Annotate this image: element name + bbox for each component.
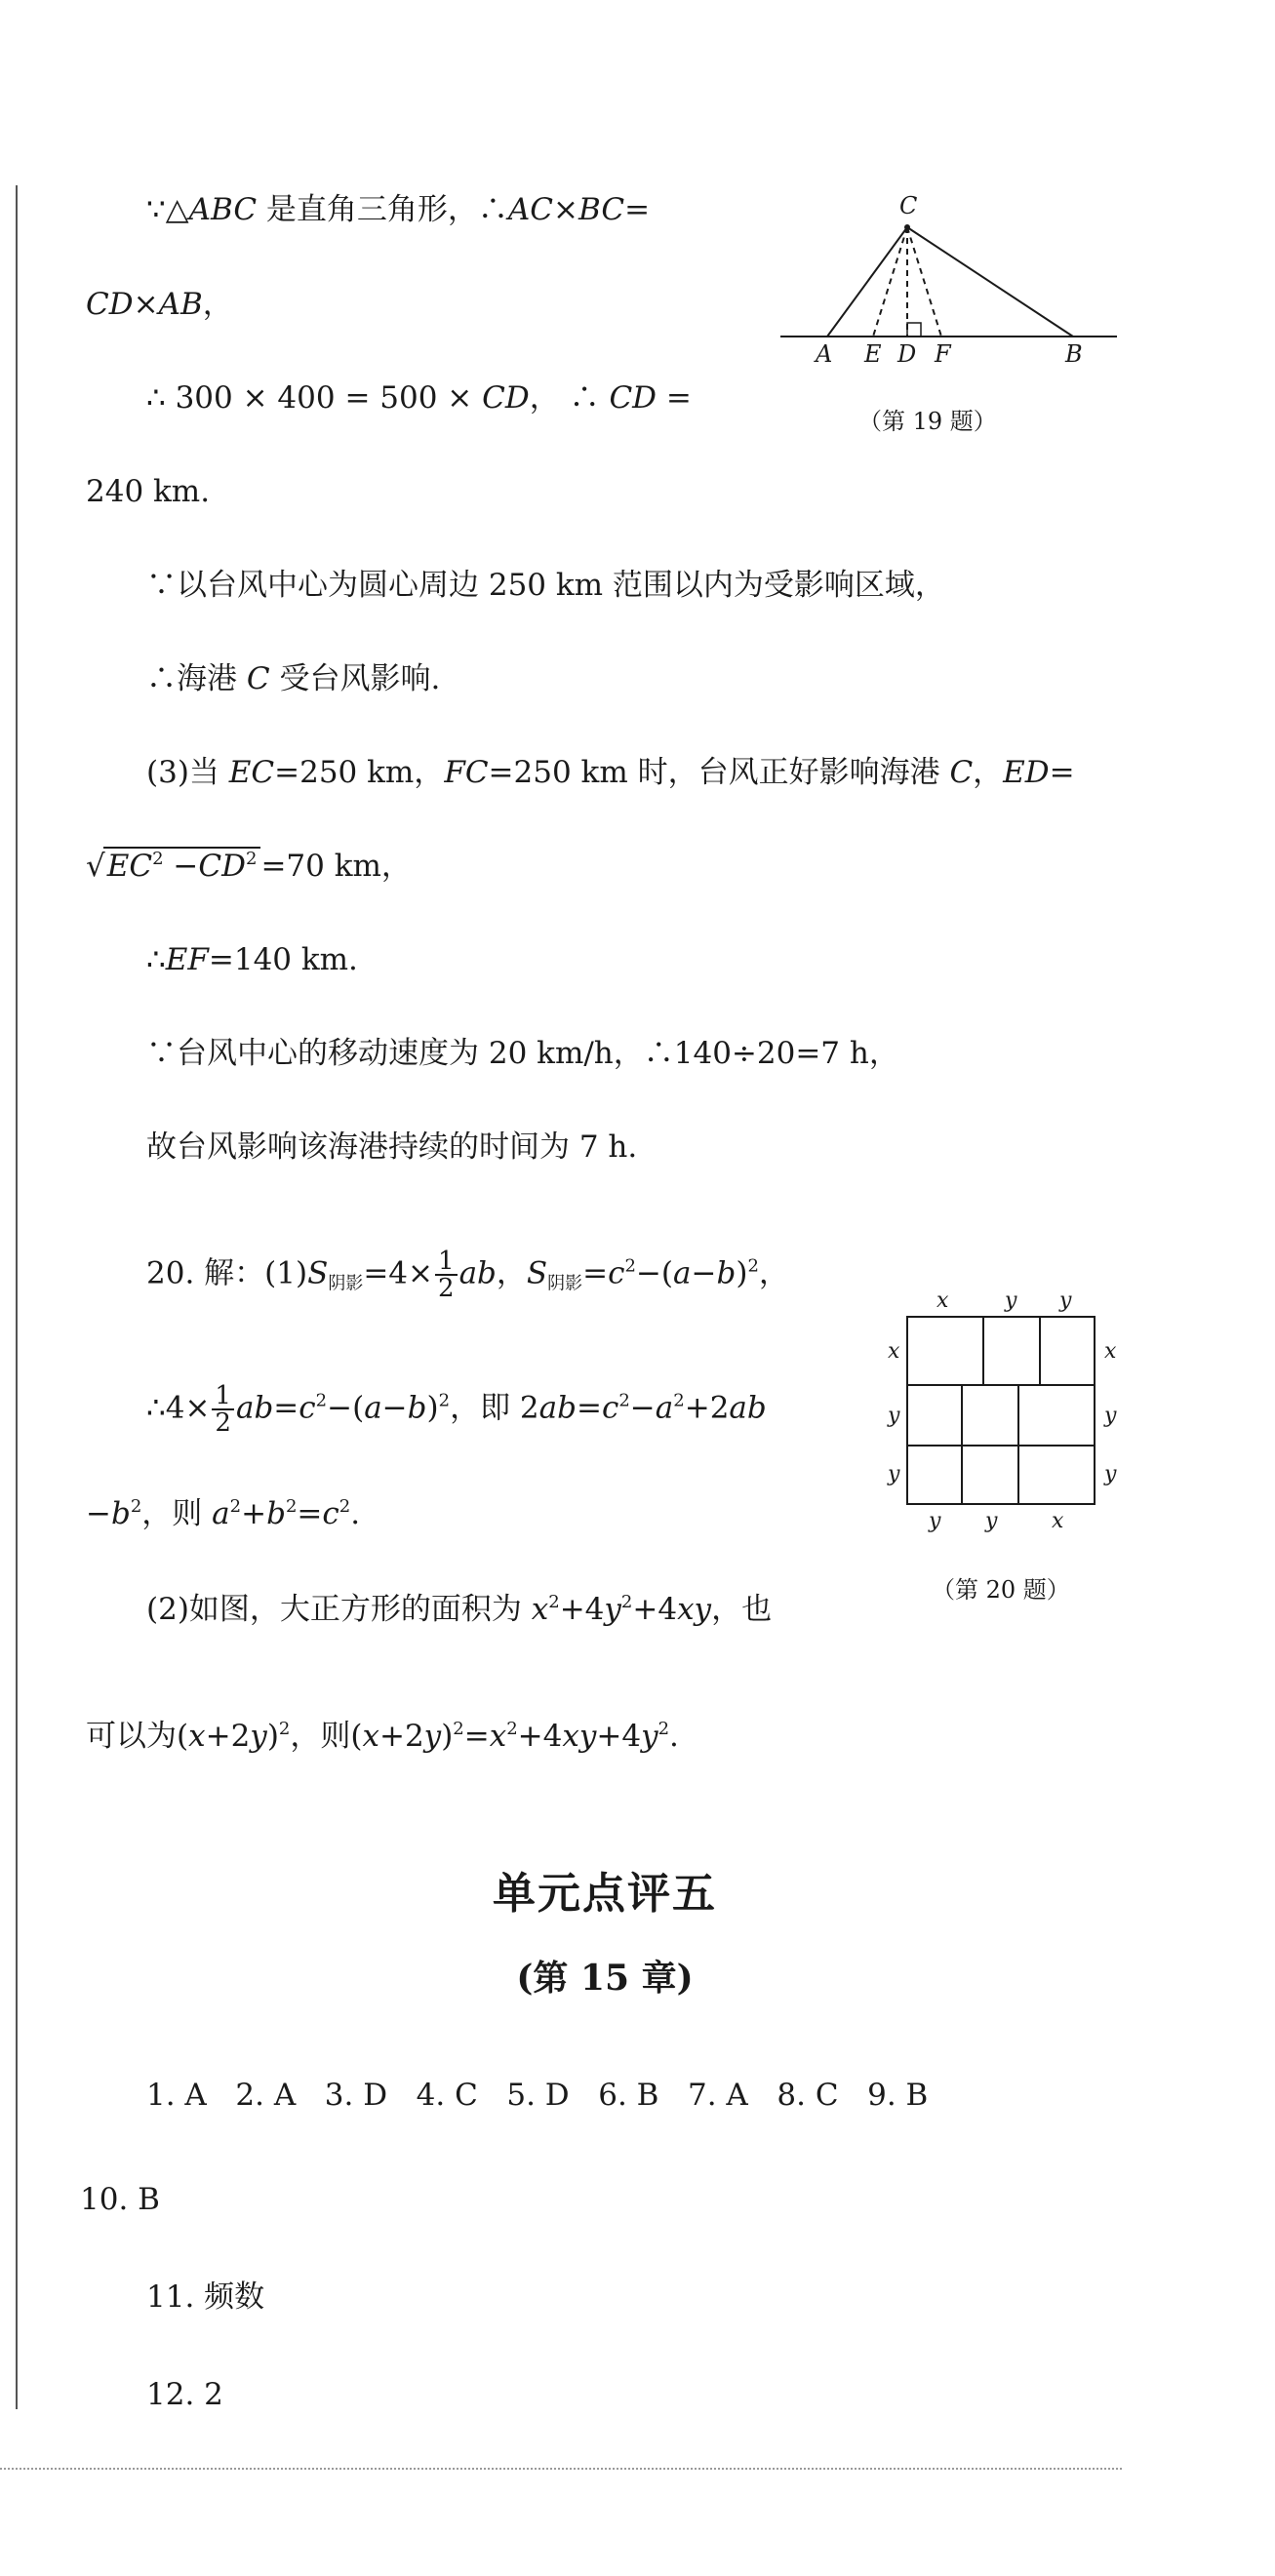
line-16: 可以为$(x+2y)^2$，则$(x+2y)^2=x^2+4xy+4y^2$. (86, 1719, 679, 1754)
fig20-outer-square (907, 1317, 1095, 1504)
answer-9: 9. B (867, 2078, 929, 2113)
figure-19-triangle (780, 190, 1132, 368)
fig20-bottom-label-1: y (929, 1509, 941, 1533)
fig20-left-label-1: x (888, 1339, 900, 1364)
fig19-segment-cf (907, 227, 941, 337)
fig20-left-label-2: y (888, 1404, 900, 1428)
figure-20-caption: （第 20 题） (932, 1576, 1070, 1604)
line-4: 240 km. (86, 474, 211, 509)
fig20-top-label-2: y (1005, 1288, 1017, 1313)
answer-3: 3. D (324, 2078, 388, 2113)
line-1: ∵△ABC 是直角三角形，∴AC×BC= (146, 192, 651, 227)
bottom-dotted-divider (0, 2468, 1122, 2470)
fig19-side-bc (907, 227, 1073, 337)
line-8: $√EC^2 -CD^2 =70$ km， (86, 849, 412, 884)
answer-11: 11. 频数 (146, 2279, 265, 2315)
line-10: ∵台风中心的移动速度为 20 km/h，∴140÷20=7 h， (146, 1036, 899, 1071)
line-14: $-b^2$，则 $a^2+b^2=c^2$. (86, 1496, 361, 1531)
fig20-left-label-3: y (888, 1462, 900, 1486)
answers-row-1 (146, 2076, 928, 2115)
fig20-bottom-label-3: x (1052, 1509, 1064, 1533)
fig20-top-label-3: y (1059, 1288, 1072, 1313)
fig20-right-label-2: y (1104, 1404, 1117, 1428)
line-5: ∵以台风中心为圆心周边 250 km 范围以内为受影响区域， (146, 568, 945, 603)
fig20-right-label-1: x (1104, 1339, 1117, 1364)
fig19-label-c: C (899, 192, 918, 219)
left-margin-rule (16, 185, 18, 2409)
answer-7: 7. A (688, 2078, 748, 2113)
answer-2: 2. A (235, 2078, 297, 2113)
line-13: ∴4× $\frac{1}{2}$ $ab=c^2-(a-b)^2$，即 $2ab=c^2-a^2+2ab$ (146, 1381, 767, 1438)
answer-1: 1. A (146, 2078, 207, 2113)
line-12: 20. 解：$(1)S_{阴影}=4\times$ $\frac{1}{2}$ ab，$S_{阴影}=c^2-(a-b)^2$， (146, 1247, 789, 1303)
figure-19-caption: （第 19 题） (858, 408, 997, 435)
fig20-right-label-3: y (1104, 1462, 1117, 1486)
answer-8: 8. C (777, 2078, 839, 2113)
section-subtitle: (第 15 章) (516, 1958, 694, 1999)
fig19-label-e: E (864, 340, 882, 368)
fig19-side-ac (827, 227, 907, 337)
line-9: ∴EF=140 km. (146, 942, 358, 977)
line-7: (3)当 EC=250 km，FC=250 km 时，台风正好影响海港 C，ED= (146, 755, 1075, 790)
fig19-label-b: B (1065, 340, 1083, 368)
fig20-top-label-1: x (936, 1288, 949, 1313)
figure-20-square (878, 1288, 1132, 1531)
fig20-bottom-label-2: y (985, 1509, 998, 1533)
answer-5: 5. D (506, 2078, 570, 2113)
answer-4: 4. C (416, 2078, 478, 2113)
line-6: ∴海港 C 受台风影响. (146, 661, 441, 696)
line-2: CD×AB， (86, 287, 233, 322)
answer-12: 12. 2 (146, 2377, 223, 2412)
fig19-point-c (904, 224, 910, 230)
section-title: 单元点评五 (493, 1869, 717, 1919)
line-3: ∴ 300 × 400 = 500 × CD， ∴ CD = (146, 380, 692, 416)
fig19-label-d: D (897, 340, 917, 368)
fig19-label-f: F (935, 340, 951, 368)
fig19-label-a: A (816, 340, 833, 368)
line-15: (2)如图，大正方形的面积为 $x^2+4y^2+4xy$，也 (146, 1592, 773, 1627)
fig19-segment-ce (873, 227, 907, 337)
answer-6: 6. B (598, 2078, 659, 2113)
line-11: 故台风影响该海港持续的时间为 7 h. (146, 1129, 638, 1165)
fig19-right-angle-mark (907, 323, 921, 337)
answers-row-2: 10. B (80, 2182, 160, 2217)
